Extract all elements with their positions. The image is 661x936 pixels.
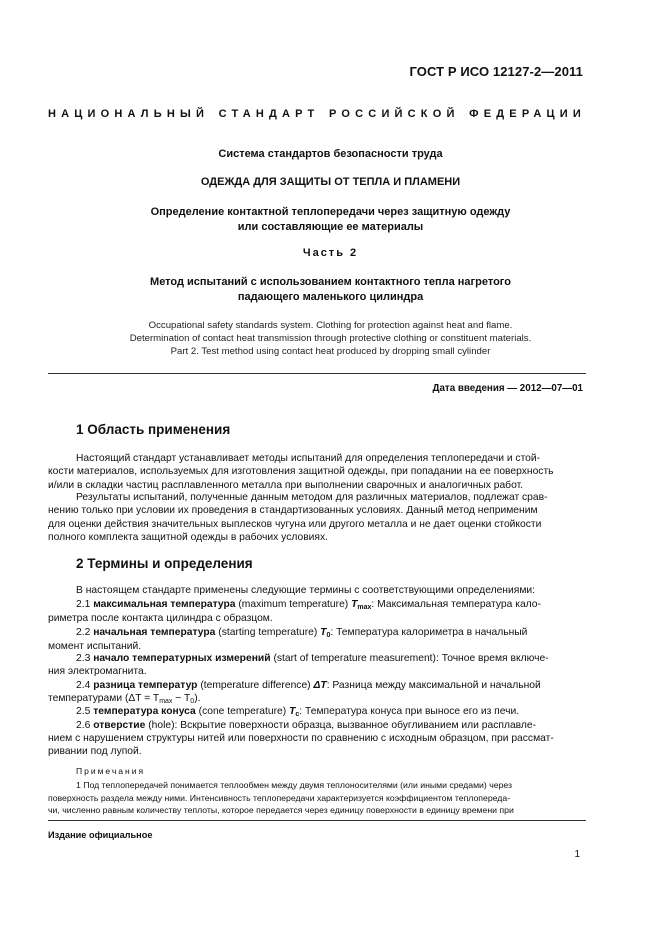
footer-divider bbox=[48, 820, 586, 821]
english-title-line-3: Part 2. Test method using contact heat produced by dropping small cylinder bbox=[170, 346, 491, 357]
section-1-heading: 1 Область применения bbox=[76, 422, 231, 437]
page-number: 1 bbox=[574, 849, 580, 860]
banner-word-1: НАЦИОНАЛЬНЫЙ bbox=[48, 108, 210, 120]
document-code: ГОСТ Р ИСО 12127-2—2011 bbox=[409, 64, 583, 79]
text-line: полного комплекта защитной одежды в рабочих условиях. bbox=[48, 532, 328, 544]
term-2-3-cont: ния электромагнита. bbox=[48, 666, 147, 677]
notes-title: Примечания bbox=[76, 766, 146, 776]
note-1 bbox=[48, 779, 586, 817]
text-line: Настоящий стандарт устанавливает методы испытаний для определения теплопередачи и стой- bbox=[76, 453, 541, 464]
section-1-paragraph-1 bbox=[48, 452, 586, 492]
banner-word-4: ФЕДЕРАЦИИ bbox=[469, 108, 586, 120]
note-line: поверхность раздела между ними. Интенсивность теплопередачи характеризуется коэффициентом теплопереда- bbox=[48, 792, 511, 803]
text-line: для оценки действия значительных выплесков чугуна или другого металла и не дает оценки стойкости bbox=[48, 518, 542, 530]
text-line: нению только при условии их проведения в стандартизованных условиях. Данный метод неприменим bbox=[48, 505, 538, 517]
term-2-4-cont: температурами $(\Delta T = T_{max} - T_0)$. bbox=[48, 693, 201, 705]
subtitle-line-2: или составляющие ее материалы bbox=[237, 221, 424, 233]
text-line: кости материалов, используемых для изготовления защитной одежды, при попадании на ее поверхность bbox=[48, 466, 554, 478]
term-2-6-cont-1: нием с нарушением структуры нитей или поверхности по сравнению с исходным образцом, при рассмат- bbox=[48, 733, 554, 744]
term-2-4-name: разница температур bbox=[93, 680, 198, 691]
intro-date: Дата введения — 2012—07—01 bbox=[432, 383, 583, 394]
standards-system-title: Система стандартов безопасности труда bbox=[218, 148, 443, 160]
section-1-paragraph-2 bbox=[48, 491, 586, 545]
term-2-5-name: температура конуса bbox=[93, 706, 196, 717]
banner-word-3: РОССИЙСКОЙ bbox=[329, 108, 460, 120]
section-2-heading: 2 Термины и определения bbox=[76, 556, 253, 571]
term-2-3: 2.3 начало температурных измерений (start of temperature measurement): Точное время включе- bbox=[76, 653, 549, 664]
document-subtitle bbox=[0, 205, 661, 235]
term-2-3-name: начало температурных измерений bbox=[93, 653, 271, 664]
national-standard-banner bbox=[48, 108, 586, 120]
term-2-6: 2.6 отверстие (hole): Вскрытие поверхности образца, вызванное обугливанием или расплавле- bbox=[76, 720, 537, 731]
term-2-1-cont: риметра после контакта цилиндра с образцом. bbox=[48, 613, 273, 624]
note-line: чи, численно равным количеству теплоты, которое передается через единицу поверхности в единицу времени при bbox=[48, 805, 514, 816]
text-line: и/или в складки частиц расплавленного металла при выполнении сварочных и аналогичных работ. bbox=[48, 479, 524, 491]
english-title bbox=[0, 319, 661, 358]
english-title-line-1: Occupational safety standards system. Clothing for protection against heat and flame. bbox=[148, 320, 513, 331]
term-2-2: 2.2 начальная температура (starting temperature) $T_0$: Температура калориметра в начальный bbox=[76, 627, 528, 639]
term-2-1-name: максимальная температура bbox=[93, 599, 236, 610]
official-edition-label: Издание официальное bbox=[48, 830, 153, 840]
text-line: Результаты испытаний, полученные данным методом для различных материалов, подлежат срав- bbox=[76, 492, 548, 503]
term-2-6-name: отверстие bbox=[93, 720, 146, 731]
term-2-2-name: начальная температура bbox=[93, 627, 216, 638]
note-line: 1 Под теплопередачей понимается теплообмен между двумя теплоносителями (или иными средами) через bbox=[76, 780, 513, 790]
term-2-1: 2.1 максимальная температура (maximum temperature) $T_{max}$: Максимальная температура кало- bbox=[76, 599, 541, 611]
part-title-line-1: Метод испытаний с использованием контактного тепла нагретого bbox=[150, 276, 511, 288]
part-title-line-2: падающего маленького цилиндра bbox=[237, 291, 424, 303]
term-2-6-cont-2: ривании под лупой. bbox=[48, 746, 142, 757]
subtitle-line-1: Определение контактной теплопередачи через защитную одежду bbox=[150, 206, 511, 218]
part-title bbox=[0, 275, 661, 305]
banner-word-2: СТАНДАРТ bbox=[218, 108, 320, 120]
divider bbox=[48, 373, 586, 374]
part-label: Часть 2 bbox=[302, 247, 359, 259]
english-title-line-2: Determination of contact heat transmission through protective clothing or constituent materials. bbox=[129, 333, 532, 344]
term-2-2-cont: момент испытаний. bbox=[48, 641, 142, 652]
term-2-4: 2.4 разница температур (temperature difference) ΔT: Разница между максимальной и начальной bbox=[76, 680, 541, 691]
term-2-5: 2.5 температура конуса (cone temperature) $T_c$: Температура конуса при выносе его из печи. bbox=[76, 706, 520, 718]
section-2-intro: В настоящем стандарте применены следующие термины с соответствующими определениями: bbox=[76, 585, 536, 596]
document-title: ОДЕЖДА ДЛЯ ЗАЩИТЫ ОТ ТЕПЛА И ПЛАМЕНИ bbox=[200, 176, 461, 188]
